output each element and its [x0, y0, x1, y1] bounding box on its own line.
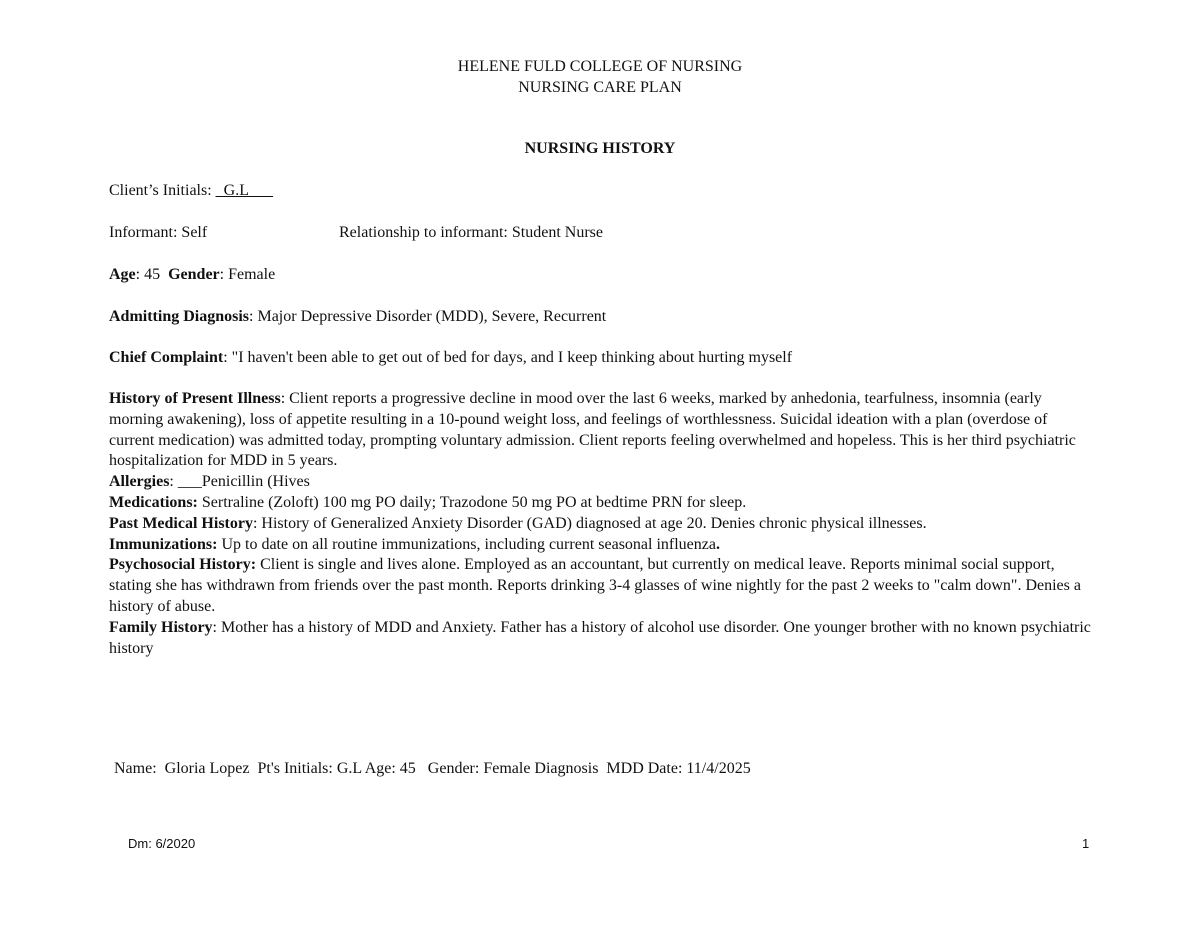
allergies [109, 472, 1094, 493]
chief-complaint-value: : "I haven't been able to get out of bed for days, and I keep thinking about hurting myself [223, 349, 793, 366]
chief-complaint-label: Chief Complaint [109, 349, 224, 366]
medications-label: Medications: [109, 493, 198, 511]
page-number: 1 [1082, 836, 1090, 851]
chief-complaint-line [109, 347, 792, 368]
informant-line: Informant: Self [109, 224, 208, 241]
history-block [109, 389, 1094, 659]
plan-title: NURSING CARE PLAN [518, 79, 682, 96]
client-initials-value: _G.L___ [215, 182, 273, 199]
gender-value: : Female [219, 266, 276, 283]
hpi-value: : Client reports a progressive decline in mood over the last 6 weeks, marked by anhedonia, tearfulness, insomnia (early morning awakening), loss of appetite resulting in a 10-pound weight loss, and feelings of worthlessness. Suicidal ideation with a plan (overdose of current medication) was admitted today, prompting voluntary admission. Client reports feeling overwhelmed and hopeless. This is her third psychiatric hospitalization for MDD in 5 years. [109, 390, 1076, 470]
medications [109, 493, 1094, 514]
psychosocial-value: Client is single and lives alone. Employed as an accountant, but currently on medical leave. Reports minimal social support, stating she has withdrawn from friends over the past month. Reports drinking 3-4 glasses of wine nightly for the past 2 weeks to "calm down". Denies a history of abuse. [109, 556, 1081, 615]
family-history-value: : Mother has a history of MDD and Anxiety. Father has a history of alcohol use disorder. One younger brother with no known psychiatric history [109, 618, 1091, 657]
age-label: Age [109, 266, 136, 283]
admitting-diagnosis-value: : Major Depressive Disorder (MDD), Severe, Recurrent [249, 308, 607, 325]
admitting-diagnosis-label: Admitting Diagnosis [109, 308, 250, 325]
immunizations-end: . [715, 535, 720, 553]
age-value: : 45 [135, 266, 169, 283]
psychosocial-history [109, 555, 1094, 617]
family-history [109, 618, 1094, 660]
gender-label: Gender [168, 266, 220, 283]
admitting-diagnosis-line [109, 306, 606, 327]
hpi-label: History of Present Illness [109, 390, 281, 407]
age-gender-line [109, 264, 275, 285]
patient-summary-line: Name: Gloria Lopez Pt's Initials: G.L Age: 45 Gender: Female Diagnosis MDD Date: 11/4/2025 [114, 760, 751, 777]
section-title: NURSING HISTORY [524, 140, 676, 157]
allergies-value: : ___Penicillin (Hives [169, 473, 310, 491]
relationship-line: Relationship to informant: Student Nurse [339, 224, 603, 241]
pmh-label: Past Medical History [109, 514, 253, 532]
document-header [0, 56, 1200, 98]
family-history-label: Family History [109, 618, 213, 636]
client-initials-line [109, 180, 273, 201]
client-initials-label: Client’s Initials: [109, 182, 216, 199]
allergies-label: Allergies [109, 473, 170, 491]
immunizations-value: Up to date on all routine immunizations, including current seasonal influenza [217, 535, 716, 553]
revision-date: Dm: 6/2020 [128, 836, 196, 851]
history-present-illness [109, 389, 1094, 472]
college-name: HELENE FULD COLLEGE OF NURSING [457, 58, 743, 75]
immunizations-label: Immunizations: [109, 535, 218, 553]
pmh-value: : History of Generalized Anxiety Disorder (GAD) diagnosed at age 20. Denies chronic physical illnesses. [252, 514, 927, 532]
medications-value: Sertraline (Zoloft) 100 mg PO daily; Trazodone 50 mg PO at bedtime PRN for sleep. [197, 493, 747, 511]
psychosocial-label: Psychosocial History: [109, 556, 257, 574]
past-medical-history [109, 514, 1094, 535]
immunizations [109, 535, 1094, 556]
